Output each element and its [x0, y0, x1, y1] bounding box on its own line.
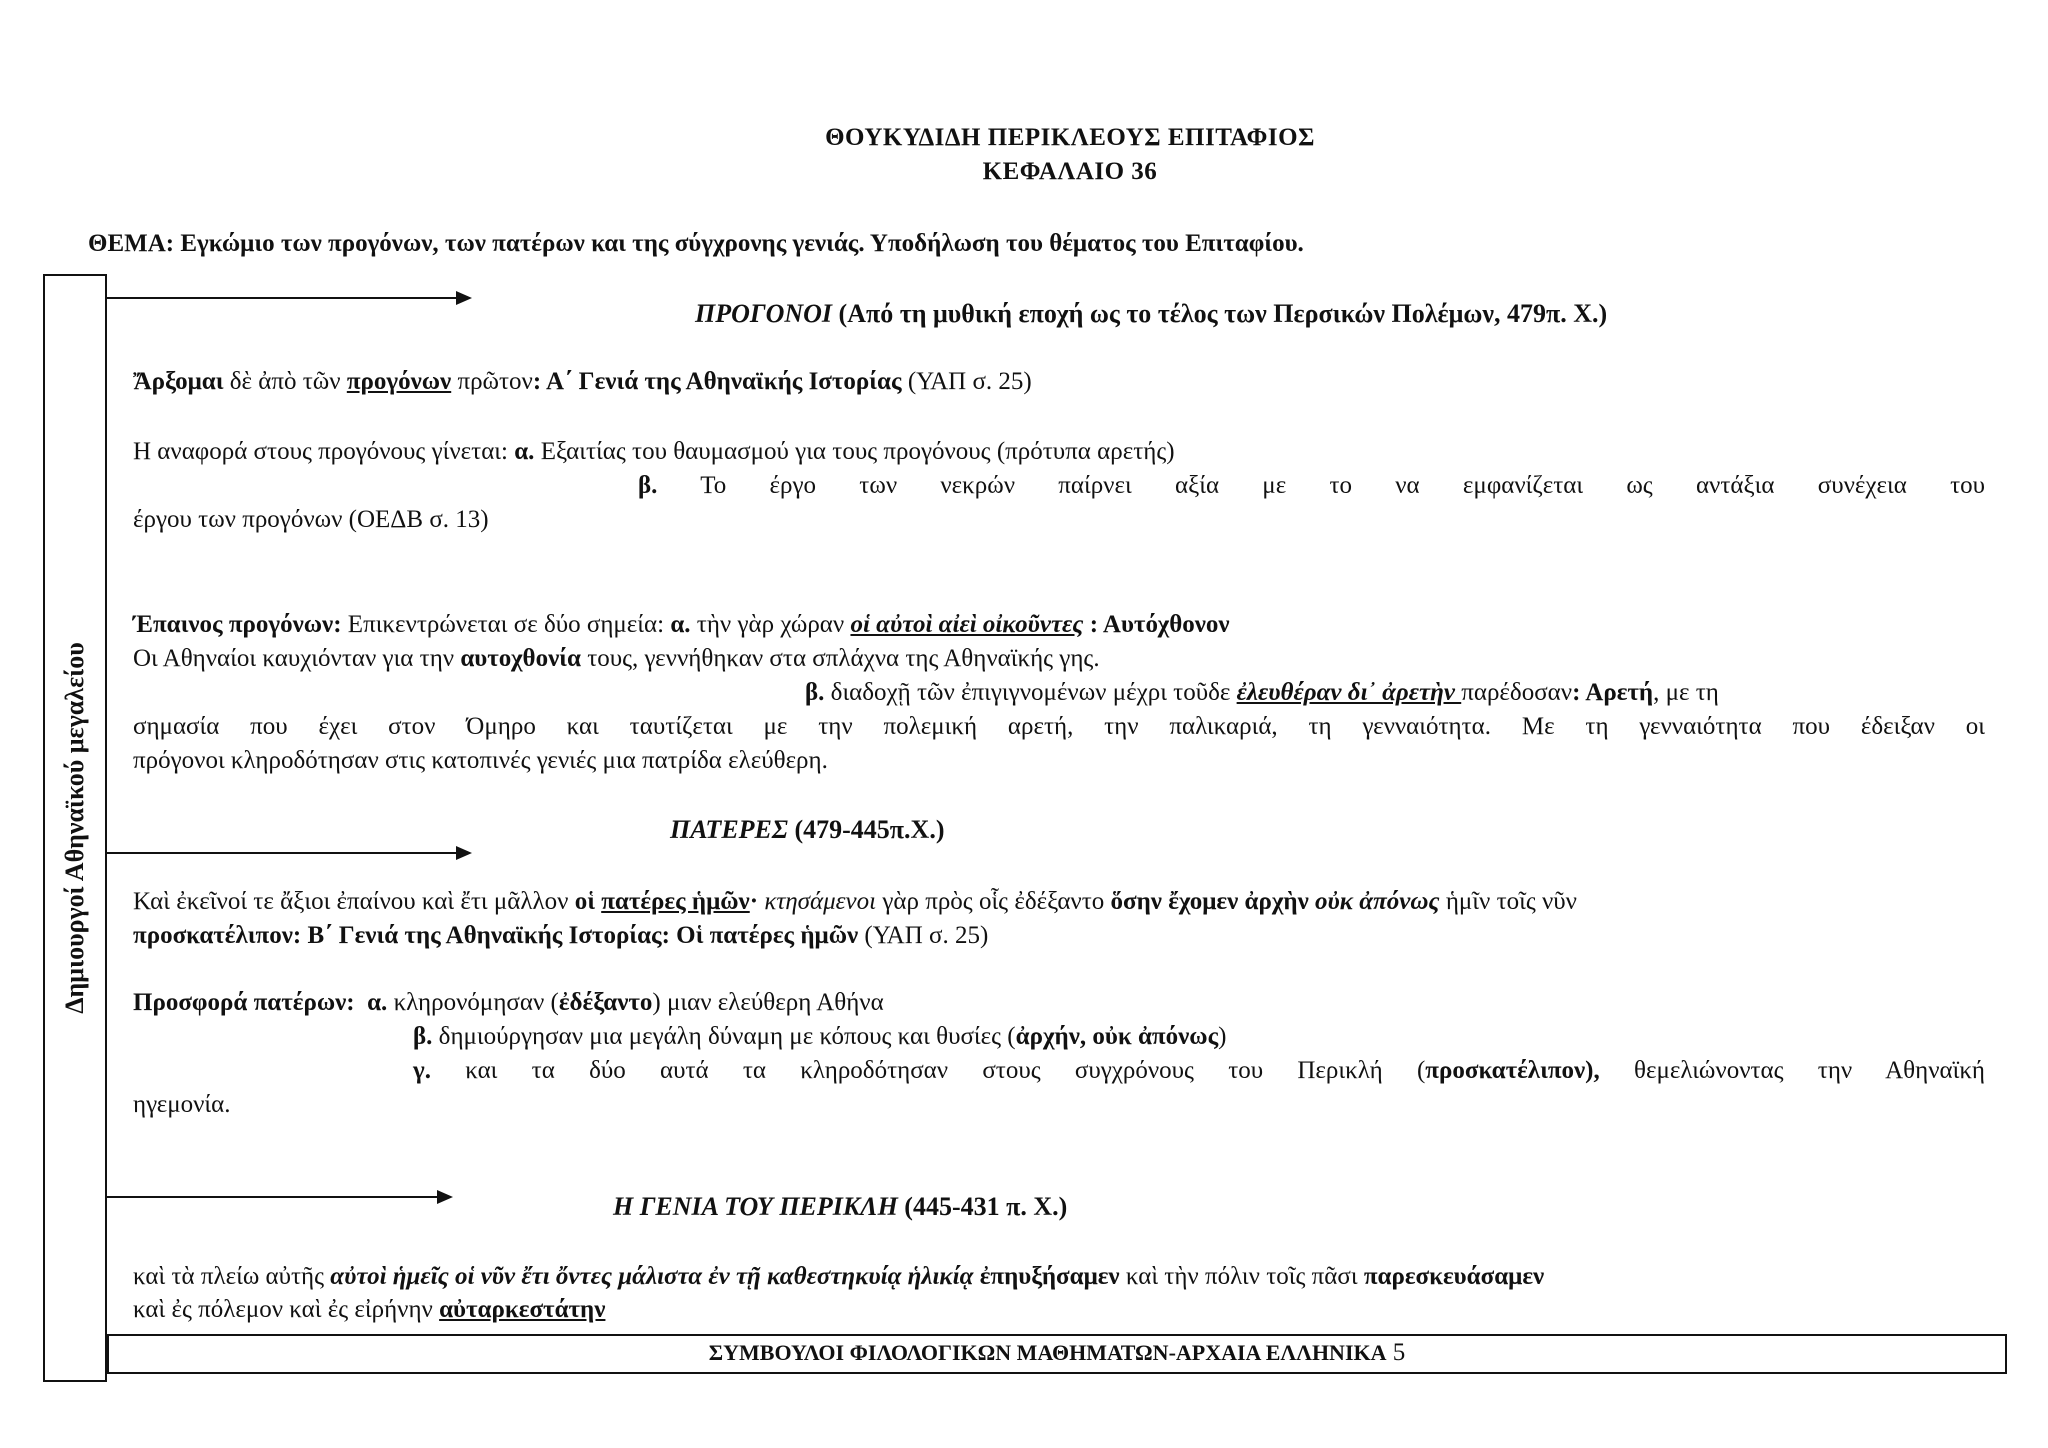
fathers-quote-1: Καὶ ἐκεῖνοί τε ἄξιοι ἐπαίνου καὶ ἔτι μᾶλλον οἱ πατέρες ἡμῶν· κτησάμενοι γὰρ πρὸς οἷς ἐδέξαντο ὅσην ἔχομεν ἀρχὴν οὐκ ἀπόνως ἡμῖν τοῖς νῦν: [133, 888, 1577, 915]
theme-line: ΘΕΜΑ: Εγκώμιο των προγόνων, των πατέρων και της σύγχρονης γενιάς. Υποδήλωση του θέματος του Επιταφίου.: [88, 230, 1304, 257]
page-number: 5: [1386, 1339, 1406, 1366]
sidebar-label-text: Δημιουργοί Αθηναϊκού μεγαλείου: [60, 642, 90, 1014]
reference-b-continued: έργου των προγόνων (ΟΕΔΒ σ. 13): [133, 506, 489, 533]
reference-intro: Η αναφορά στους προγόνους γίνεται: α. Εξαιτίας του θαυμασμού για τους προγόνους (πρότυπα αρετής): [133, 438, 1175, 465]
sidebar-vertical-label: [43, 274, 107, 1382]
ancestors-quote: Ἄρξομαι δὲ ἀπὸ τῶν προγόνων πρῶτον: Α΄ Γενιά της Αθηναϊκής Ιστορίας (ΥΑΠ σ. 25): [133, 368, 1032, 395]
footer-title: ΣΥΜΒΟΥΛΟΙ ΦΙΛΟΛΟΓΙΚΩΝ ΜΑΘΗΜΑΤΩΝ-ΑΡΧΑΙΑ ΕΛΛΗΝΙΚΑ: [708, 1340, 1387, 1365]
offer-c-continued: ηγεμονία.: [133, 1091, 231, 1118]
offer-c: γ. και τα δύο αυτά τα κληροδότησαν στους συγχρόνους του Περικλή (προσκατέλιπον), θεμελιώνοντας την Αθηναϊκή: [413, 1057, 1985, 1084]
arrow-right-icon: [107, 297, 458, 299]
section-heading-fathers: ΠΑΤΕΡΕΣ (479-445π.Χ.): [670, 815, 945, 844]
arrow-right-icon: [107, 852, 458, 854]
reference-b: β. Το έργο των νεκρών παίρνει αξία με το να εμφανίζεται ως αντάξια συνέχεια του: [638, 472, 1985, 499]
autochthony-line: Οι Αθηναίοι καυχιόνταν για την αυτοχθονία τους, γεννήθηκαν στα σπλάχνα της Αθηναϊκής γης.: [133, 645, 1100, 672]
praise-b-line: β. διαδοχῇ τῶν ἐπιγιγνομένων μέχρι τοῦδε ἐλευθέραν δι᾽ ἀρετὴν παρέδοσαν: Αρετή, με τη: [805, 679, 1719, 706]
offer-a: Προσφορά πατέρων: α. κληρονόμησαν (ἐδέξαντο) μιαν ελεύθερη Αθήνα: [133, 989, 884, 1016]
fathers-quote-2: προσκατέλιπον: Β΄ Γενιά της Αθηναϊκής Ιστορίας: Οἱ πατέρες ἡμῶν (ΥΑΠ σ. 25): [133, 922, 989, 949]
arrow-right-icon: [107, 1196, 439, 1198]
virtue-line-2: πρόγονοι κληροδότησαν στις κατοπινές γενιές μια πατρίδα ελεύθερη.: [133, 747, 828, 774]
pericles-quote-1: καὶ τὰ πλείω αὐτῆς αὐτοὶ ἡμεῖς οἱ νῦν ἔτι ὄντες μάλιστα ἐν τῇ καθεστηκυίᾳ ἡλικίᾳ ἐπηυξήσαμεν καὶ τὴν πόλιν τοῖς πᾶσι παρεσκευάσαμεν: [133, 1263, 1545, 1290]
virtue-line-1: σημασία που έχει στον Όμηρο και ταυτίζεται με την πολεμική αρετή, την παλικαριά, τη γενναιότητα. Με τη γενναιότητα που έδειξαν οι: [133, 713, 1985, 740]
pericles-quote-2: καὶ ἐς πόλεμον καὶ ἐς εἰρήνην αὐταρκεστάτην: [133, 1296, 606, 1323]
section-heading-ancestors: ΠΡΟΓΟΝΟΙ (Από τη μυθική εποχή ως το τέλος των Περσικών Πολέμων, 479π. Χ.): [695, 299, 1608, 328]
section-heading-pericles: Η ΓΕΝΙΑ ΤΟΥ ΠΕΡΙΚΛΗ (445-431 π. Χ.): [613, 1192, 1068, 1221]
praise-ancestors: Έπαινος προγόνων: Επικεντρώνεται σε δύο σημεία: α. τὴν γὰρ χώραν οἱ αὐτοὶ αἰεὶ οἰκοῦντες : Αυτόχθονον: [133, 611, 1230, 638]
offer-b: β. δημιούργησαν μια μεγάλη δύναμη με κόπους και θυσίες (ἀρχήν, οὐκ ἀπόνως): [413, 1023, 1227, 1050]
footer: [107, 1334, 2007, 1374]
document-title: ΘΟΥΚΥΔΙΔΗ ΠΕΡΙΚΛΕΟΥΣ ΕΠΙΤΑΦΙΟΣ: [825, 124, 1315, 151]
chapter-title: ΚΕΦΑΛΑΙΟ 36: [982, 158, 1158, 185]
